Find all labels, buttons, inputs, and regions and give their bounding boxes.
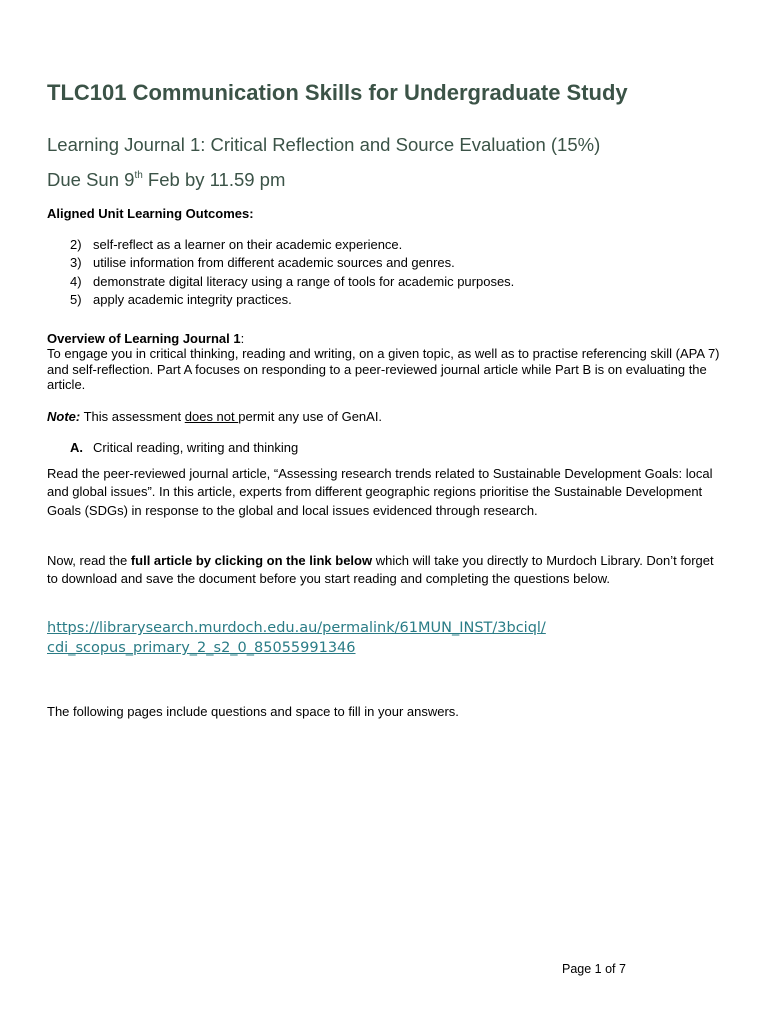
- page-number: Page 1 of 7: [562, 962, 626, 976]
- overview-heading-colon: :: [240, 331, 245, 346]
- outcome-number: 5): [70, 291, 82, 307]
- article-link-line1[interactable]: https://librarysearch.murdoch.edu.au/permalink/61MUN_INST/3bciql/: [47, 620, 546, 636]
- para2-before: Now, read the: [47, 553, 131, 568]
- outcome-number: 3): [70, 255, 82, 271]
- outcome-text: self-reflect as a learner on their academic experience.: [93, 237, 403, 252]
- para2-after: which will take you directly to Murdoch Library. Don’t forget to download and save the document before you start reading and completing the questions below.: [47, 553, 714, 587]
- due-date-suffix: Feb by 11.59 pm: [142, 169, 286, 190]
- outcome-item: [70, 254, 514, 272]
- part-a-title: Critical reading, writing and thinking: [93, 440, 299, 455]
- outcome-number: 2): [70, 237, 82, 252]
- overview-body: To engage you in critical thinking, reading and writing, on a given topic, as well as to practise referencing skill (APA 7) and self-reflection. Part A focuses on responding to a peer-reviewed journal article while Part B is on evaluating the article.: [47, 346, 720, 393]
- page-title: TLC101 Communication Skills for Undergraduate Study: [47, 80, 628, 105]
- part-a-heading: [70, 440, 298, 455]
- overview-section: [47, 331, 727, 393]
- journal-subtitle: Learning Journal 1: Critical Reflection and Source Evaluation (15%): [47, 134, 601, 155]
- outcome-text: apply academic integrity practices.: [93, 291, 292, 307]
- para2-bold: full article by clicking on the link below: [130, 553, 373, 568]
- genai-note: [47, 409, 382, 424]
- outcomes-list: [70, 236, 514, 309]
- note-underlined: does not: [184, 409, 239, 424]
- outcomes-heading: Aligned Unit Learning Outcomes:: [47, 206, 254, 221]
- note-text-after: permit any use of GenAI.: [238, 409, 383, 424]
- outcome-text: demonstrate digital literacy using a range of tools for academic purposes.: [93, 273, 515, 289]
- following-pages-note: The following pages include questions and space to fill in your answers.: [47, 704, 459, 719]
- article-link-line2[interactable]: cdi_scopus_primary_2_s2_0_85055991346: [47, 640, 356, 656]
- overview-heading: Overview of Learning Journal 1: [47, 331, 241, 346]
- outcome-item: [70, 236, 514, 254]
- note-label: Note:: [47, 409, 81, 424]
- read-article-paragraph: [47, 552, 727, 589]
- due-date: [47, 169, 285, 191]
- outcome-item: [70, 273, 514, 291]
- due-date-prefix: Due Sun 9: [47, 169, 135, 190]
- note-text-before: This assessment: [80, 409, 185, 424]
- part-a-letter: A.: [70, 440, 83, 455]
- due-date-superscript: th: [134, 170, 143, 181]
- outcome-item: [70, 291, 514, 309]
- article-link[interactable]: [47, 618, 546, 658]
- outcome-text: utilise information from different academic sources and genres.: [93, 255, 455, 271]
- article-intro-paragraph: Read the peer-reviewed journal article, “Assessing research trends related to Sustainable Development Goals: local and global issues”. In this article, experts from different geographic regions prioritise the Sustainable Development Goals (SDGs) in response to the global and local issues evidenced through research.: [47, 466, 713, 518]
- outcome-number: 4): [70, 273, 82, 289]
